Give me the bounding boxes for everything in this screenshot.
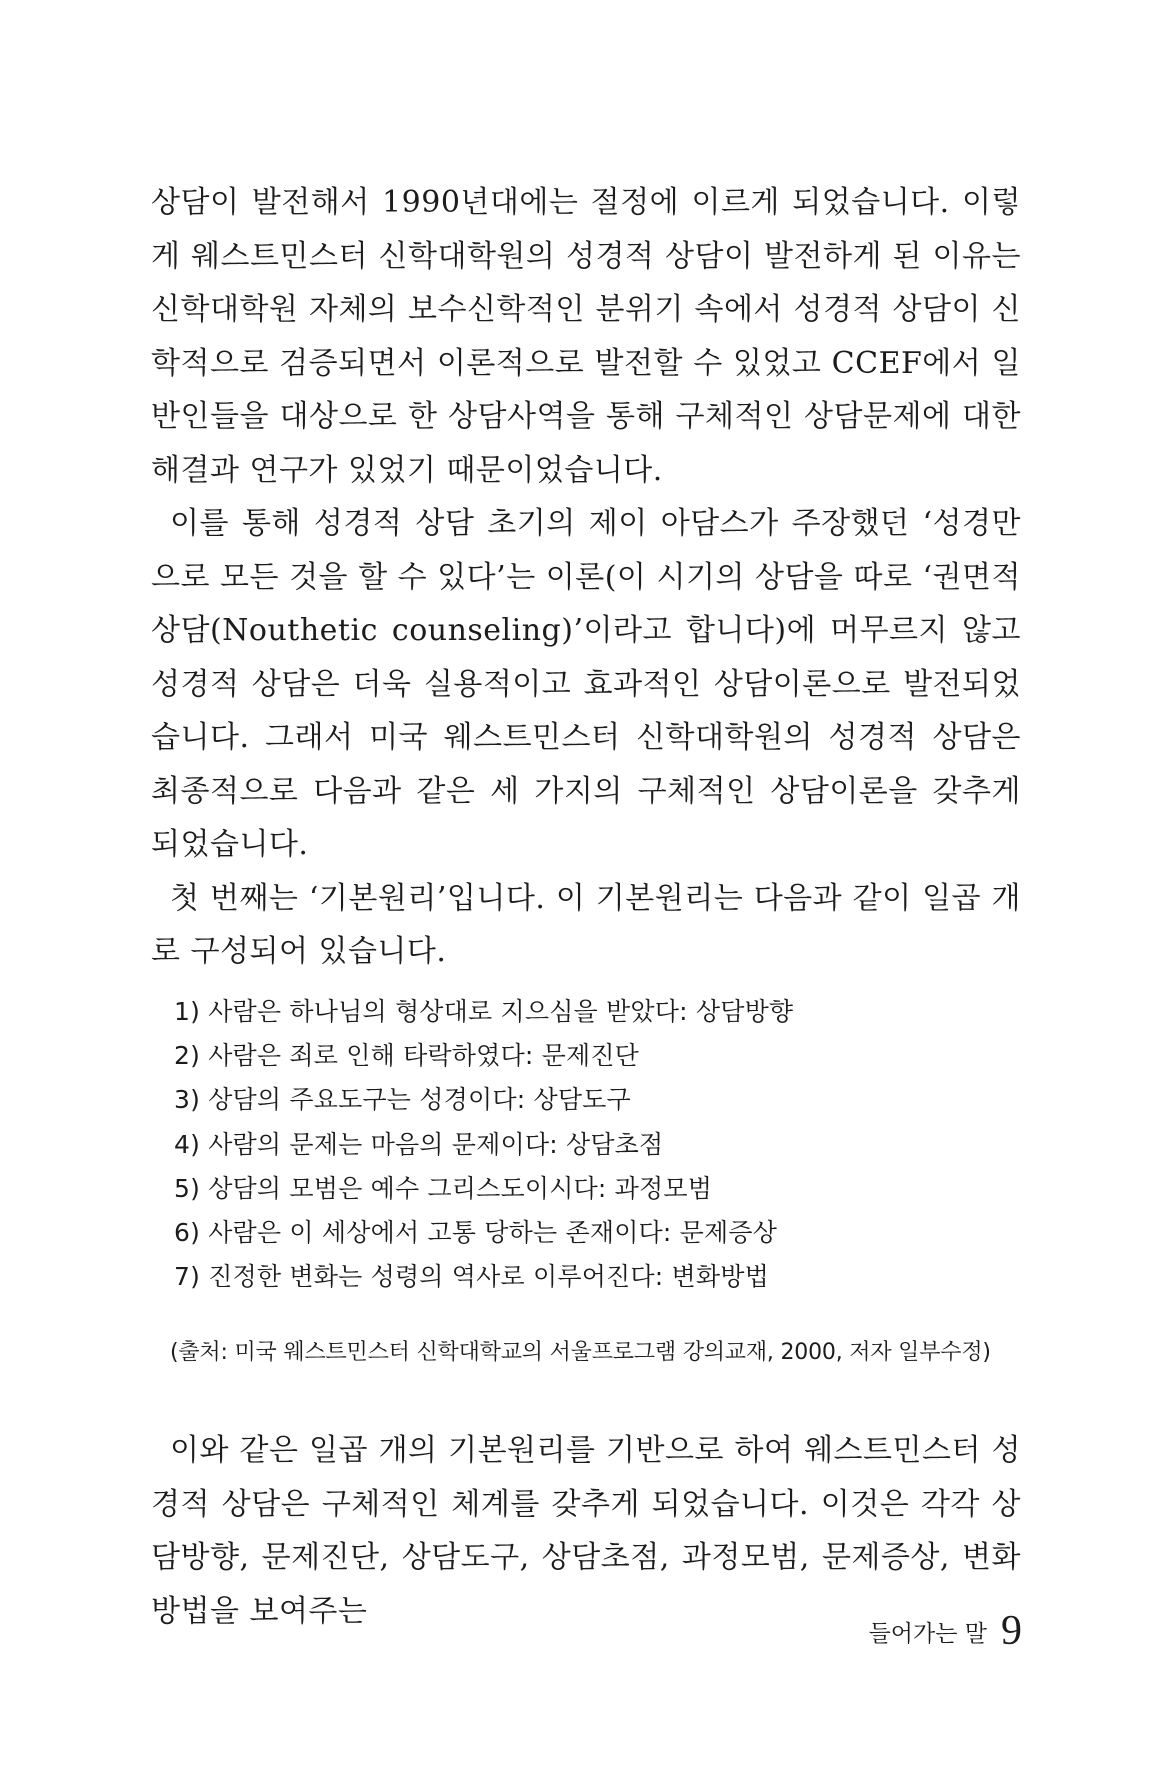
page-footer: [869, 1605, 1022, 1655]
list-item: 3) 상담의 주요도구는 성경이다: 상담도구: [174, 1085, 631, 1115]
list-item: 7) 진정한 변화는 성령의 역사로 이루어진다: 변화방법: [174, 1262, 769, 1292]
list-item: 4) 사람의 문제는 마음의 문제이다: 상담초점: [174, 1129, 664, 1159]
source-note: (출처: 미국 웨스트민스터 신학대학교의 서울프로그램 강의교재, 2000, 저자 일부수정): [170, 1340, 991, 1365]
principles-list: [174, 990, 1024, 1299]
section-title: 들어가는 말: [868, 1621, 987, 1647]
list-item: 2) 사람은 죄로 인해 타락하였다: 문제진단: [174, 1041, 640, 1071]
body-text-top: [151, 176, 1021, 979]
paragraph-4: 이와 같은 일곱 개의 기본원리를 기반으로 하여 웨스트민스터 성경적 상담은 구체적인 체계를 갖추게 되었습니다. 이것은 각각 상담방향, 문제진단, 상담도구, 상담초점, 과정모범, 문제증상, 변화방법을 보여주는: [151, 1433, 1021, 1629]
list-item: 1) 사람은 하나님의 형상대로 지으심을 받았다: 상담방향: [174, 997, 794, 1026]
page-number: 9: [1001, 1608, 1022, 1654]
paragraph-2: 이를 통해 성경적 상담 초기의 제이 아담스가 주장했던 ‘성경만으로 모든 것을 할 수 있다’는 이론(이 시기의 상담을 따로 ‘권면적 상담(Nouthetic counseling)’이라고 합니다)에 머무르지 않고 성경적 상담은 더욱 실용적이고 효과적인 상담이론으로 발전되었습니다. 그래서 미국 웨스트민스터 신학대학원의 성경적 상담은 최종적으로 다음과 같은 세 가지의 구체적인 상담이론을 갖추게 되었습니다.: [151, 506, 1021, 862]
list-item: 6) 사람은 이 세상에서 고통 당하는 존재이다: 문제증상: [174, 1218, 778, 1248]
list-item: 5) 상담의 모범은 예수 그리스도이시다: 과정모범: [174, 1173, 713, 1203]
paragraph-3: 첫 번째는 ‘기본원리’입니다. 이 기본원리는 다음과 같이 일곱 개로 구성되어 있습니다.: [151, 880, 1021, 969]
paragraph-1: 상담이 발전해서 1990년대에는 절정에 이르게 되었습니다. 이렇게 웨스트민스터 신학대학원의 성경적 상담이 발전하게 된 이유는 신학대학원 자체의 보수신학적인 분위기 속에서 성경적 상담이 신학적으로 검증되면서 이론적으로 발전할 수 있었고 CCEF에서 일반인들을 대상으로 한 상담사역을 통해 구체적인 상담문제에 대한 해결과 연구가 있었기 때문이었습니다.: [151, 185, 1021, 488]
